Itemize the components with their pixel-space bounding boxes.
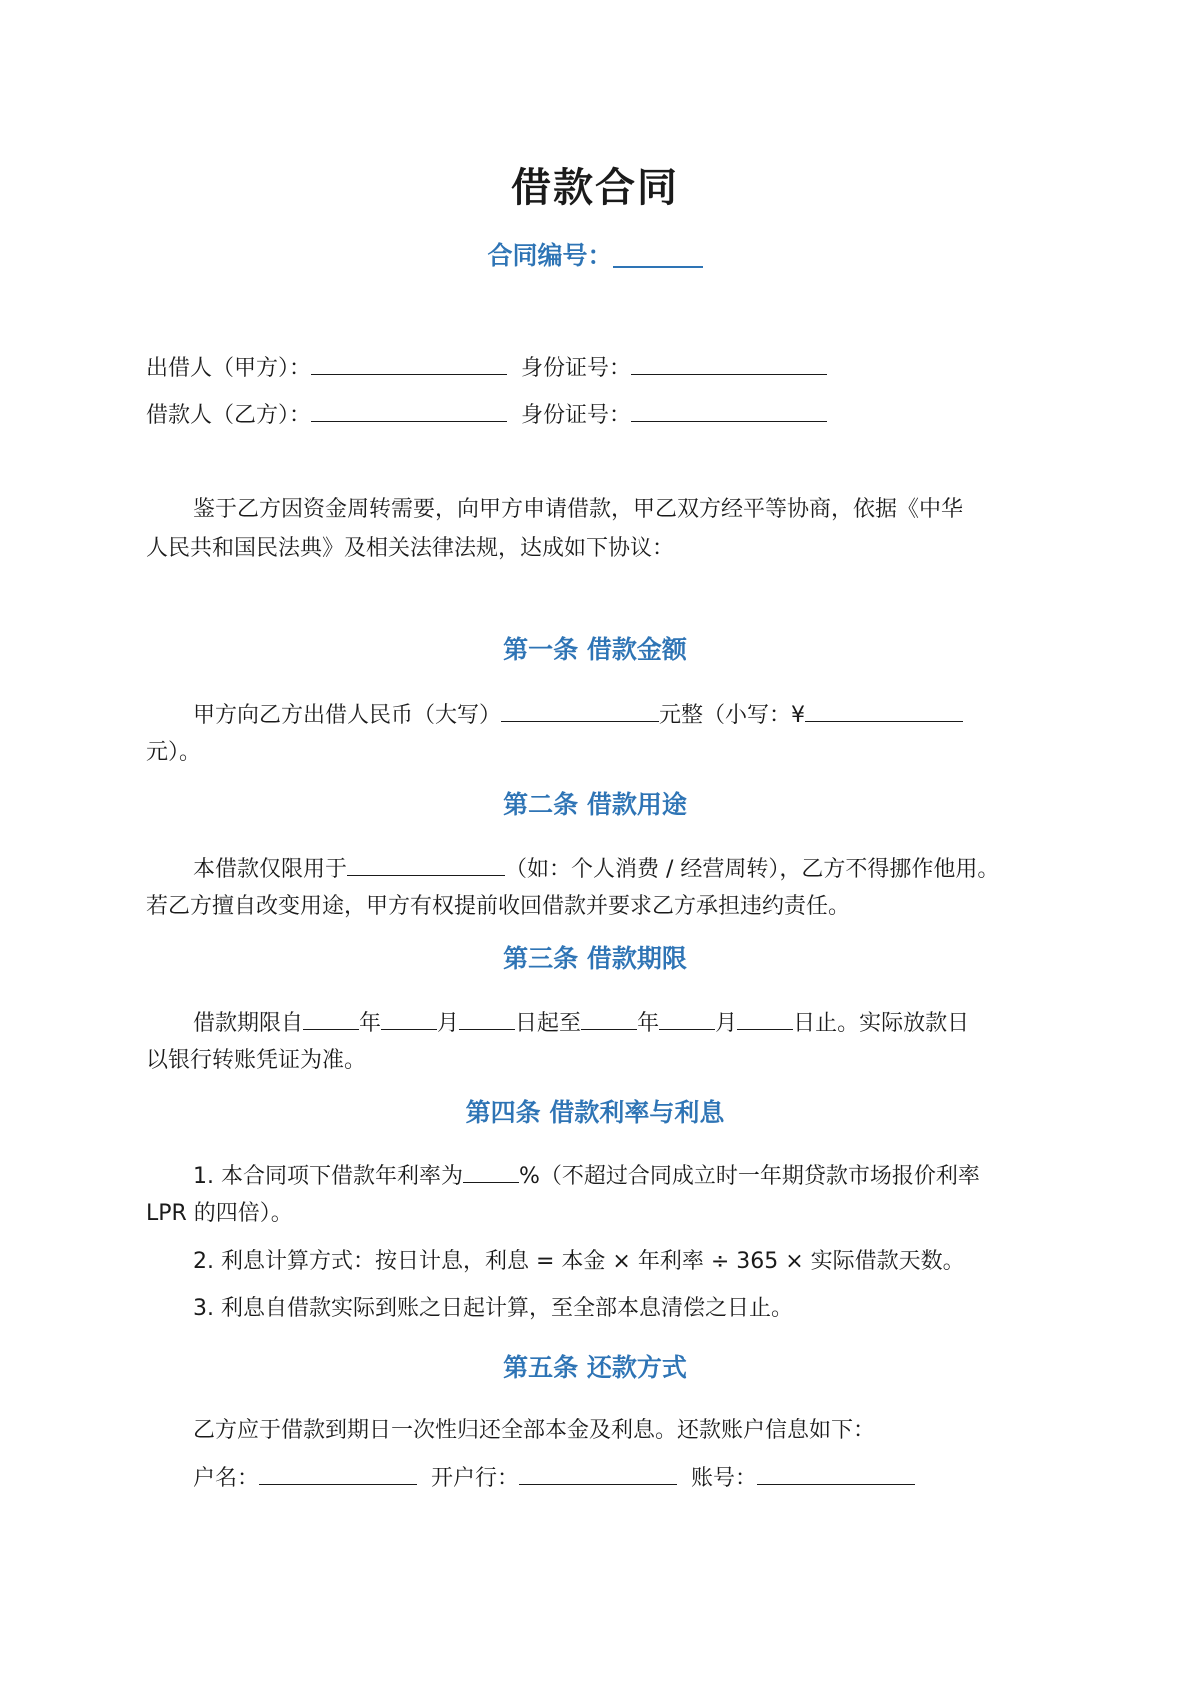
day-from-label: 日起至 xyxy=(515,1011,582,1036)
article-2-heading: 第二条 借款用途 xyxy=(503,790,687,819)
lender-label: 出借人（甲方）： xyxy=(146,356,312,381)
bank-blank[interactable] xyxy=(519,1462,677,1485)
account-name-blank[interactable] xyxy=(259,1462,417,1485)
month-label-2: 月 xyxy=(715,1011,738,1036)
lender-id-blank[interactable] xyxy=(631,352,827,375)
year-label-2: 年 xyxy=(637,1011,660,1036)
article-2-text-a: 本借款仅限用于 xyxy=(193,857,348,882)
account-info-row xyxy=(193,1462,915,1495)
month-label: 月 xyxy=(437,1011,460,1036)
article-3-line-1 xyxy=(193,1007,969,1040)
article-1-text-a: 甲方向乙方出借人民币（大写） xyxy=(193,703,502,728)
borrower-name-blank[interactable] xyxy=(311,399,507,422)
article-3-heading: 第三条 借款期限 xyxy=(503,944,687,973)
account-number-blank[interactable] xyxy=(757,1462,915,1485)
article-1-heading: 第一条 借款金额 xyxy=(503,635,687,664)
article-2-line-1 xyxy=(193,853,999,886)
interest-rate-blank[interactable] xyxy=(463,1160,519,1183)
amount-figure-blank[interactable] xyxy=(805,699,963,722)
article-5-line-1: 乙方应于借款到期日一次性归还全部本金及利息。还款账户信息如下： xyxy=(193,1418,876,1443)
borrower-label: 借款人（乙方）： xyxy=(146,403,312,428)
lender-name-blank[interactable] xyxy=(311,352,507,375)
article-4-item-1-line-2: LPR 的四倍）。 xyxy=(146,1201,293,1226)
contract-number-blank[interactable] xyxy=(613,240,703,268)
article-1-line-2: 元）。 xyxy=(146,740,202,765)
account-name-label: 户名： xyxy=(193,1466,260,1491)
start-month-blank[interactable] xyxy=(381,1007,437,1030)
borrower-id-blank[interactable] xyxy=(631,399,827,422)
preamble-line-2: 人民共和国民法典》及相关法律法规，达成如下协议： xyxy=(146,536,675,561)
contract-number xyxy=(0,238,1190,274)
article-3-line-2: 以银行转账凭证为准。 xyxy=(146,1048,367,1073)
contract-number-label: 合同编号： xyxy=(487,241,613,270)
bank-label: 开户行： xyxy=(431,1466,520,1491)
article-4-item-1-text-a: 1. 本合同项下借款年利率为 xyxy=(193,1164,463,1189)
article-4-item-2: 2. 利息计算方式：按日计息，利息 = 本金 × 年利率 ÷ 365 × 实际借款天数。 xyxy=(193,1249,965,1274)
article-4-item-1 xyxy=(193,1160,980,1193)
article-4-item-3: 3. 利息自借款实际到账之日起计算，至全部本息清偿之日止。 xyxy=(193,1296,793,1321)
end-month-blank[interactable] xyxy=(659,1007,715,1030)
start-year-blank[interactable] xyxy=(303,1007,359,1030)
lender-id-label: 身份证号： xyxy=(521,356,632,381)
preamble-line-1: 鉴于乙方因资金周转需要，向甲方申请借款，甲乙双方经平等协商，依据《中华 xyxy=(193,497,964,522)
end-day-blank[interactable] xyxy=(737,1007,793,1030)
year-label: 年 xyxy=(359,1011,382,1036)
purpose-blank[interactable] xyxy=(347,853,505,876)
account-number-label: 账号： xyxy=(691,1466,758,1491)
article-3-prefix: 借款期限自 xyxy=(193,1011,304,1036)
start-day-blank[interactable] xyxy=(459,1007,515,1030)
article-5-heading: 第五条 还款方式 xyxy=(503,1353,687,1382)
article-2-line-2: 若乙方擅自改变用途，甲方有权提前收回借款并要求乙方承担违约责任。 xyxy=(146,894,851,919)
document-title: 借款合同 xyxy=(511,165,679,211)
borrower-row xyxy=(146,399,827,432)
amount-words-blank[interactable] xyxy=(501,699,659,722)
article-4-heading: 第四条 借款利率与利息 xyxy=(465,1098,725,1127)
article-4-item-1-text-b: %（不超过合同成立时一年期贷款市场报价利率 xyxy=(518,1164,980,1189)
lender-row xyxy=(146,352,827,385)
article-1-text-b: 元整（小写：¥ xyxy=(659,703,806,728)
article-1-line-1 xyxy=(193,699,963,732)
day-to-label: 日止。实际放款日 xyxy=(793,1011,970,1036)
article-2-text-b: （如：个人消费 / 经营周转），乙方不得挪作他用。 xyxy=(505,857,1000,882)
end-year-blank[interactable] xyxy=(581,1007,637,1030)
borrower-id-label: 身份证号： xyxy=(521,403,632,428)
